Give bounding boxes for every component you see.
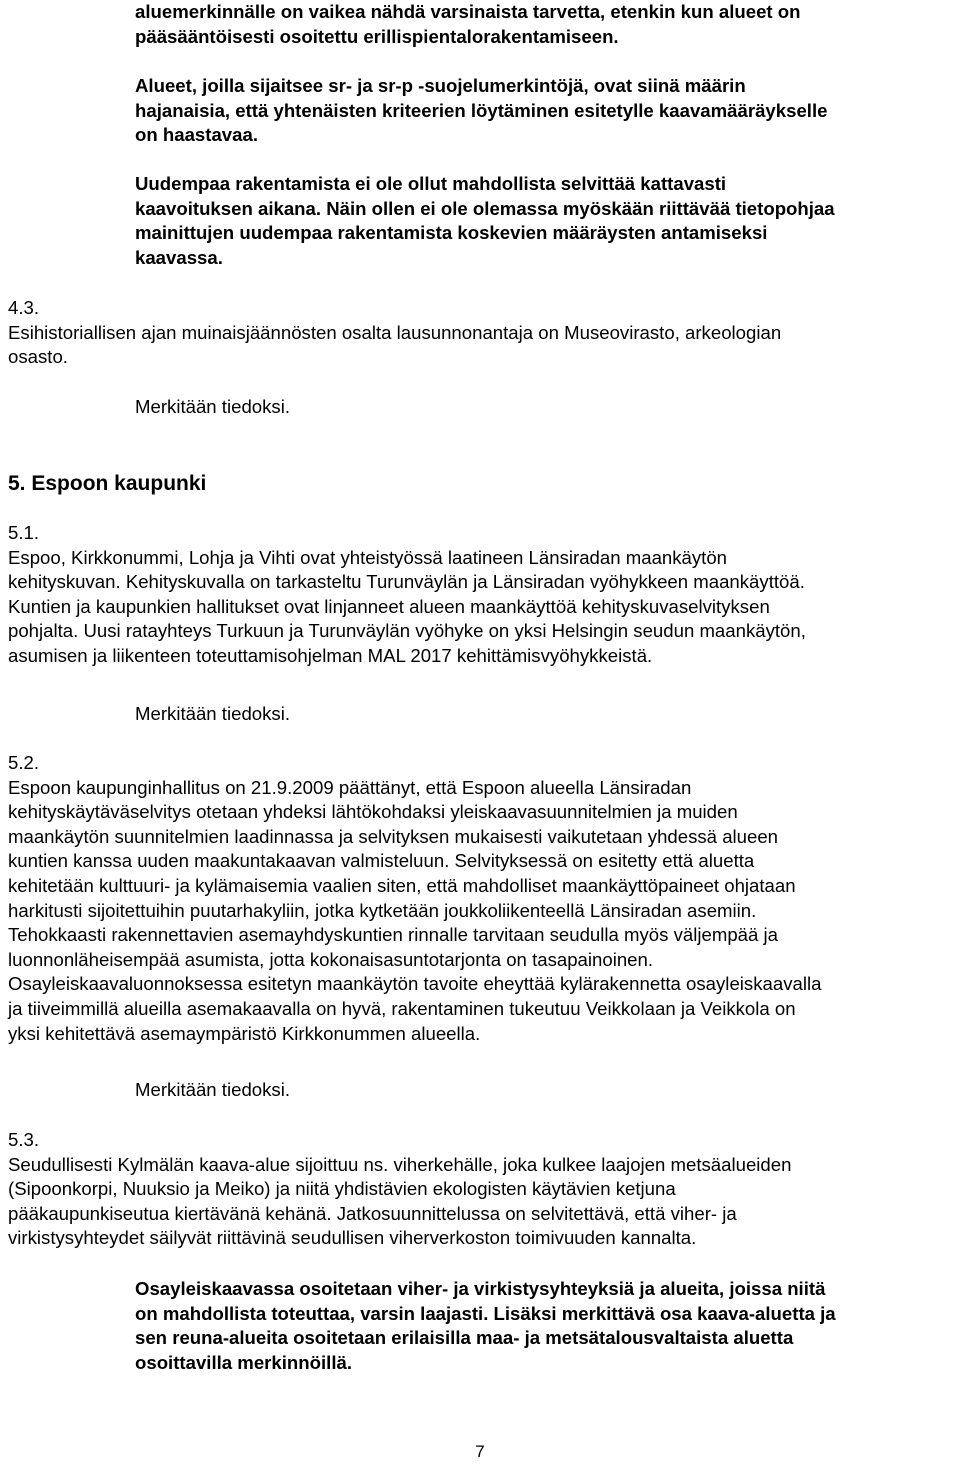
item-5-3-response [135,1277,955,1375]
item-number: 4.3. [8,297,40,318]
text-line: kehityskuvan. Kehityskuvalla on tarkasteltu Turunväylän ja Länsiradan vyöhykkeen maankäyttöä. [8,571,805,593]
text-line: yksi kehitettävä asemaympäristö Kirkkonummen alueella. [8,1022,481,1044]
item-5-2 [8,751,953,1046]
response-continuation [135,0,955,49]
text-line: Alueet, joilla sijaitsee sr- ja sr-p -suojelumerkintöjä, ovat siinä määrin [135,75,746,96]
text-line: on mahdollista toteuttaa, varsin laajasti. Lisäksi merkittävä osa kaava-aluetta ja [135,1302,836,1324]
text-line: Tehokkaasti rakennettavien asemayhdyskuntien rinnalle tarvitaan seudulla myös väljempää ja [8,924,779,946]
text-line: sen reuna-alueita osoitetaan erilaisilla maa- ja metsätalousvaltaista aluetta [135,1327,794,1349]
item-5-3 [8,1128,953,1251]
item-5-1-response [135,702,955,727]
text-line: kuntien kanssa uuden maakuntakaavan valmisteluun. Selvityksessä on esitetty että aluetta [8,850,755,872]
response-text: Merkitään tiedoksi. [135,703,291,724]
text-line: kaavassa. [135,246,223,268]
response-sr-markings [135,74,955,148]
text-line: asumisen ja liikenteen toteuttamisohjelman MAL 2017 kehittämisvyöhykkeistä. [8,644,653,666]
item-5-2-response [135,1078,955,1103]
response-newer-construction [135,172,955,270]
page-number: 7 [475,1442,485,1461]
text-line: harkitusti sijoitettuihin puutarhakyliin, jotka kytketään joukkoliikenteellä Länsiradan asemiin. [8,899,757,921]
text-line: Espoon kaupunginhallitus on 21.9.2009 päättänyt, että Espoon alueella Länsiradan [8,776,692,798]
text-line: pohjalta. Uusi ratayhteys Turkuun ja Turunväylän vyöhyke on yksi Helsingin seudun maankäytön, [8,620,806,642]
text-line: Uudempaa rakentamista ei ole ollut mahdollista selvittää kattavasti [135,173,727,194]
item-number: 5.1. [8,522,40,543]
text-line: (Sipoonkorpi, Nuuksio ja Meiko) ja niitä yhdistävien ekologisten käytävien ketjuna [8,1178,676,1200]
text-line: pääkaupunkiseutua kiertävänä kehänä. Jatkosuunnittelussa on selvitettävä, että viher- ja [8,1202,737,1224]
text-line: luonnonläheisempää asumista, jotta kokonaisasuntotarjonta on tasapainoinen. [8,948,654,970]
text-line: Osayleiskaavassa osoitetaan viher- ja virkistysyhteyksiä ja alueita, joissa niitä [135,1278,826,1299]
text-line: kehitetään kulttuuri- ja kylämaisemia vaalien siten, että mahdolliset maankäyttöpaineet ohjataan [8,874,796,896]
text-line: mainittujen uudempaa rakentamista koskevien määräysten antamiseksi [135,222,768,244]
text-line: kehityskäytäväselvitys otetaan yhdeksi lähtökohdaksi yleiskaavasuunnitelmien ja muiden [8,801,738,823]
item-4-3-response [135,395,955,420]
text-line: osasto. [8,346,68,368]
text-line: aluemerkinnälle on vaikea nähdä varsinaista tarvetta, etenkin kun alueet on [135,1,801,22]
text-line: virkistysyhteydet säilyvät riittävinä seudullisen viherverkoston toimivuuden kannalta. [8,1227,697,1249]
text-line: on haastavaa. [135,124,258,146]
response-text: Merkitään tiedoksi. [135,396,291,417]
text-line: ja tiiveimmillä alueilla asemakaavalla on hyvä, rakentaminen tukeutuu Veikkolaan ja Veikkola on [8,997,796,1019]
response-text: Merkitään tiedoksi. [135,1079,291,1100]
text-line: maankäytön suunnitelmien laadinnassa ja selvityksen mukaisesti vaikutetaan yhdessä alueen [8,825,779,847]
section-heading: 5. Espoon kaupunki [8,472,207,495]
item-number: 5.2. [8,752,40,773]
text-line: hajanaisia, että yhtenäisten kriteerien löytäminen esitetylle kaavamääräykselle [135,99,828,121]
text-line: Osayleiskaavaluonnoksessa esitetyn maankäytön tavoite eheyttää kylärakennetta osayleiskaavalla [8,973,822,995]
text-line: osoittavilla merkinnöillä. [135,1351,352,1373]
text-line: Espoo, Kirkkonummi, Lohja ja Vihti ovat yhteistyössä laatineen Länsiradan maankäytön [8,546,728,568]
text-line: Seudullisesti Kylmälän kaava-alue sijoittuu ns. viherkehälle, joka kulkee laajojen metsäalueiden [8,1153,792,1175]
text-line: pääsääntöisesti osoitettu erillispientalorakentamiseen. [135,25,619,47]
item-number: 5.3. [8,1129,40,1150]
text-line: kaavoituksen aikana. Näin ollen ei ole olemassa myöskään riittävää tietopohjaa [135,197,835,219]
item-4-3 [8,296,953,370]
text-line: Esihistoriallisen ajan muinaisjäännösten osalta lausunnonantaja on Museovirasto, arkeologian [8,321,782,343]
text-line: Kuntien ja kaupunkien hallitukset ovat linjanneet alueen maankäyttöä kehityskuvaselvityksen [8,595,770,617]
item-5-1 [8,521,953,669]
